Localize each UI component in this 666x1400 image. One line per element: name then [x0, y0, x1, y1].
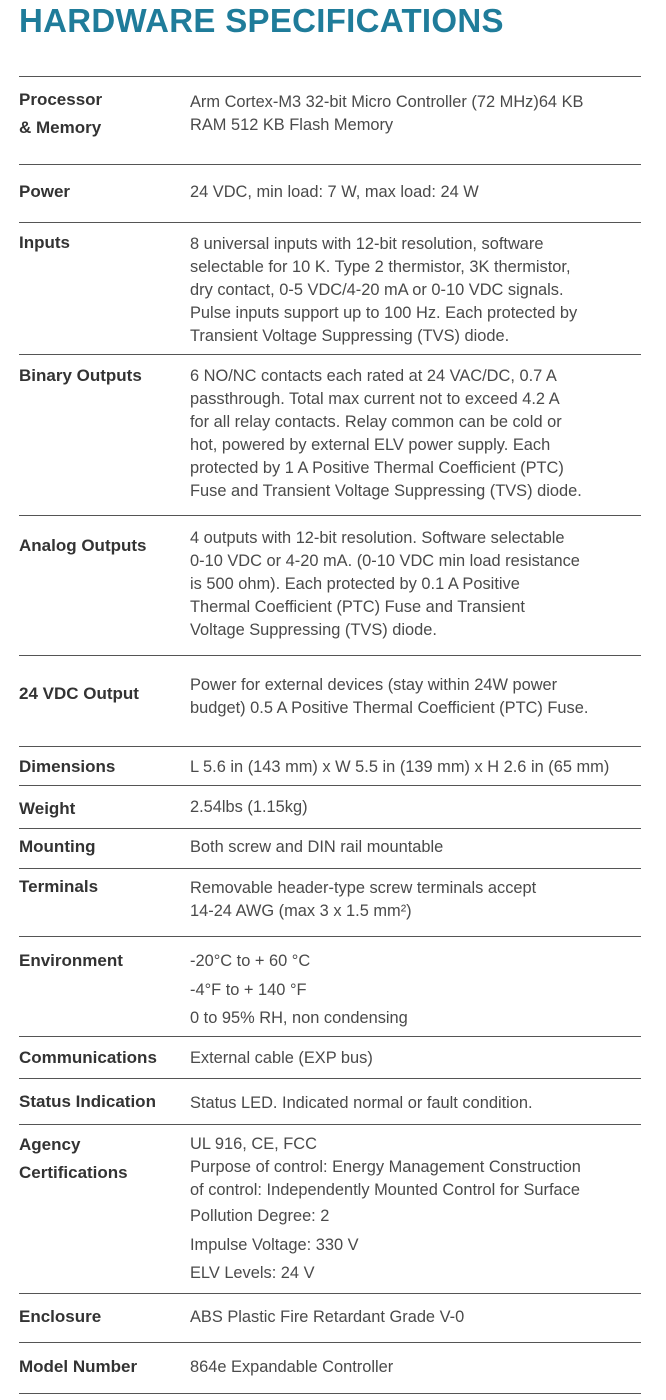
divider [19, 354, 641, 355]
divider [19, 1124, 641, 1125]
divider [19, 1036, 641, 1037]
divider [19, 828, 641, 829]
divider [19, 785, 641, 786]
spec-label-inputs: Inputs [19, 233, 70, 252]
spec-value-binary-outputs: 6 NO/NC contacts each rated at 24 VAC/DC, 0.7 A passthrough. Total max current not to exceed 4.2 A for all relay contacts. Relay common can be cold or hot, powered by external ELV power supply. Each protected by 1 A Positive Thermal Coefficient (PTC) Fuse and Transient Voltage Suppressing (TVS) diode. [190, 367, 582, 500]
spec-label-model-number: Model Number [19, 1357, 138, 1376]
spec-value-analog-outputs: 4 outputs with 12-bit resolution. Software selectable 0-10 VDC or 4-20 mA. (0-10 VDC min load resistance is 500 ohm). Each protected by 0.1 A Positive Thermal Coefficient (PTC) Fuse and Transient Voltage Suppressing (TVS) diode. [190, 529, 580, 639]
page-title: HARDWARE SPECIFICATIONS [19, 2, 504, 39]
spec-label-communications: Communications [19, 1048, 157, 1067]
spec-label-24vdc-output: 24 VDC Output [19, 684, 139, 703]
spec-label-mounting: Mounting [19, 837, 96, 856]
spec-value-environment: -20°C to + 60 °C -4°F to + 140 °F 0 to 95% RH, non condensing [190, 952, 408, 1027]
spec-label-status-indication: Status Indication [19, 1092, 156, 1111]
divider [19, 936, 641, 937]
divider [19, 1078, 641, 1079]
spec-value-terminals: Removable header-type screw terminals accept 14-24 AWG (max 3 x 1.5 mm²) [190, 879, 537, 920]
divider [19, 1342, 641, 1343]
divider [19, 515, 641, 516]
divider [19, 222, 641, 223]
spec-value-processor-memory: Arm Cortex-M3 32-bit Micro Controller (72 MHz)64 KB RAM 512 KB Flash Memory [190, 93, 584, 134]
spec-value-model-number: 864e Expandable Controller [190, 1358, 394, 1376]
spec-value-agency-certifications: UL 916, CE, FCC Purpose of control: Energy Management Construction of control: Independently Mounted Control for Surface Pollution Degree: 2 Impulse Voltage: 330 V ELV Levels: 24 V [190, 1135, 581, 1282]
spec-label-enclosure: Enclosure [19, 1307, 102, 1326]
spec-label-agency-certifications: Agency Certifications [19, 1135, 128, 1182]
spec-value-status-indication: Status LED. Indicated normal or fault condition. [190, 1094, 533, 1112]
spec-value-enclosure: ABS Plastic Fire Retardant Grade V-0 [190, 1308, 465, 1326]
spec-label-dimensions: Dimensions [19, 757, 116, 776]
spec-label-environment: Environment [19, 951, 123, 970]
spec-value-inputs: 8 universal inputs with 12-bit resolution, software selectable for 10 K. Type 2 thermistor, 3K thermistor, dry contact, 0-5 VDC/4-20 mA or 0-10 VDC signals. Pulse inputs support up to 100 Hz. Each protected by Transient Voltage Suppressing (TVS) diode. [190, 235, 578, 345]
spec-label-weight: Weight [19, 799, 76, 818]
spec-label-power: Power [19, 182, 71, 201]
spec-value-mounting: Both screw and DIN rail mountable [190, 838, 444, 856]
spec-value-weight: 2.54lbs (1.15kg) [190, 798, 308, 816]
spec-value-24vdc-output: Power for external devices (stay within 24W power budget) 0.5 A Positive Thermal Coefficient (PTC) Fuse. [190, 676, 589, 717]
divider [19, 164, 641, 165]
spec-value-communications: External cable (EXP bus) [190, 1049, 373, 1067]
divider [19, 746, 641, 747]
spec-value-dimensions: L 5.6 in (143 mm) x W 5.5 in (139 mm) x H 2.6 in (65 mm) [190, 758, 610, 776]
divider [19, 655, 641, 656]
spec-value-power: 24 VDC, min load: 7 W, max load: 24 W [190, 183, 479, 201]
divider [19, 76, 641, 77]
divider [19, 1393, 641, 1394]
divider [19, 868, 641, 869]
spec-label-analog-outputs: Analog Outputs [19, 536, 147, 555]
spec-label-terminals: Terminals [19, 877, 99, 896]
spec-label-binary-outputs: Binary Outputs [19, 366, 142, 385]
divider [19, 1293, 641, 1294]
spec-label-processor-memory: Processor & Memory [19, 90, 103, 137]
